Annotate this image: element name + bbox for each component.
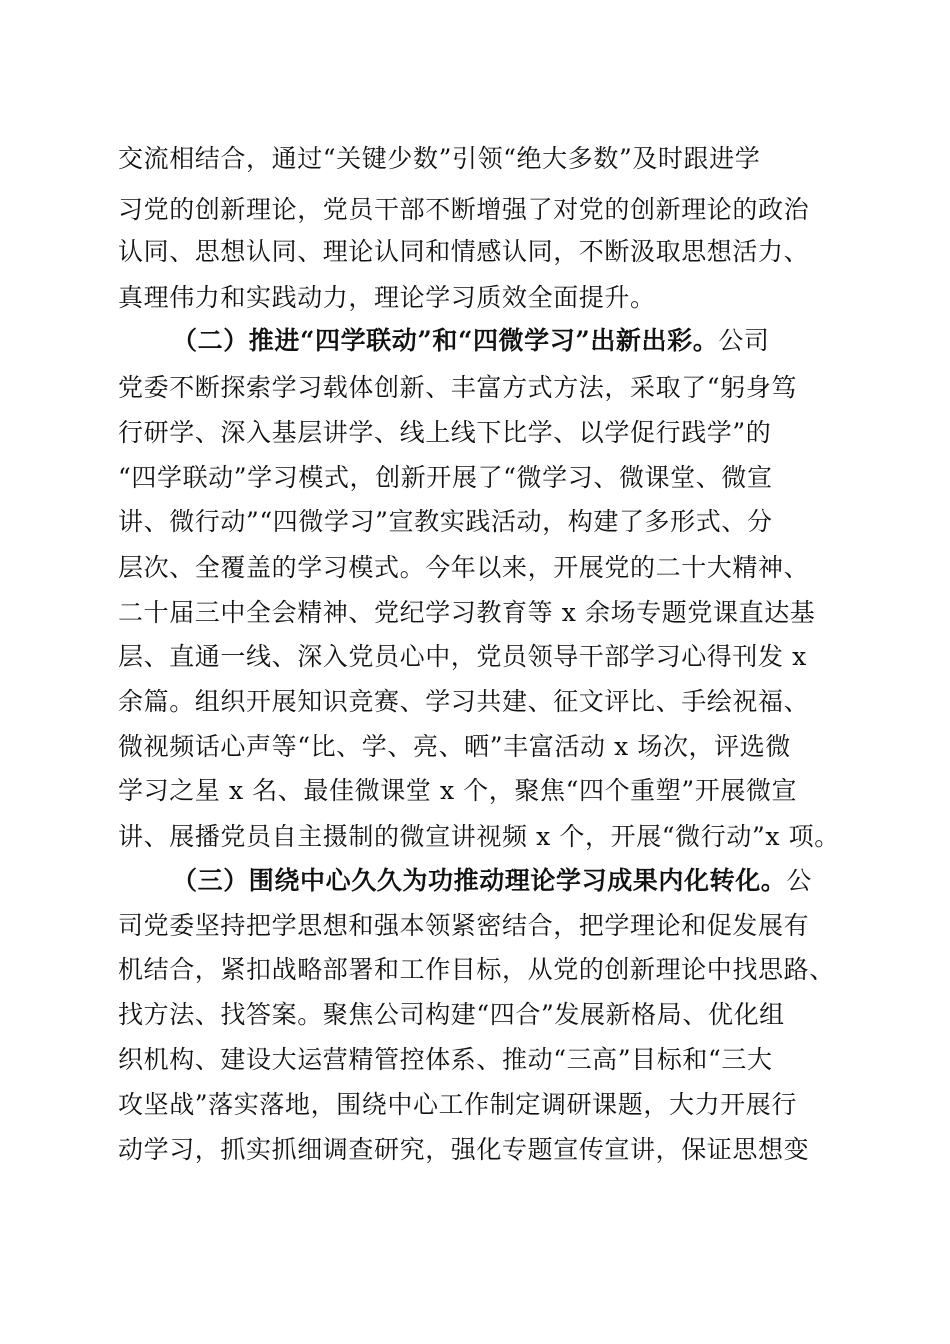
paragraph-line: 二十届三中全会精神、党纪学习教育等 x 余场专题党课直达基 bbox=[118, 598, 816, 627]
paragraph-line: 行研学、深入基层讲学、线上线下比学、以学促行践学”的 bbox=[118, 418, 772, 447]
paragraph-line: 认同、思想认同、理论认同和情感认同，不断汲取思想活力、 bbox=[118, 237, 810, 266]
paragraph-line: 党委不断探索学习载体创新、丰富方式方法，采取了“躬身笃 bbox=[118, 373, 797, 402]
section-heading-line bbox=[172, 866, 812, 896]
paragraph-line: 习党的创新理论，党员干部不断增强了对党的创新理论的政治 bbox=[118, 195, 810, 224]
paragraph-line: 攻坚战”落实落地，围绕中心工作制定调研课题，大力开展行 bbox=[118, 1090, 797, 1119]
paragraph-line: 司党委坚持把学思想和强本领紧密结合，把学理论和促发展有 bbox=[118, 911, 810, 940]
section-heading-tail: 公 bbox=[786, 866, 813, 895]
paragraph-line: 层、直通一线、深入党员心中，党员领导干部学习心得刊发 x bbox=[118, 642, 807, 671]
paragraph-line: 织机构、建设大运营精管控体系、推动“三高”目标和“三大 bbox=[118, 1045, 773, 1074]
paragraph-line: 余篇。组织开展知识竞赛、学习共建、征文评比、手绘祝福、 bbox=[118, 687, 810, 716]
paragraph-line: 真理伟力和实践动力，理论学习质效全面提升。 bbox=[118, 283, 656, 312]
section-heading-3: （三）围绕中心久久为功推动理论学习成果内化转化。 bbox=[172, 866, 787, 895]
paragraph-line: 学习之星 x 名、最佳微课堂 x 个，聚焦“四个重塑”开展微宣 bbox=[118, 776, 798, 805]
section-heading-line bbox=[172, 326, 770, 356]
section-heading-tail: 公司 bbox=[718, 326, 770, 355]
paragraph-line: 层次、全覆盖的学习模式。今年以来，开展党的二十大精神、 bbox=[118, 553, 810, 582]
paragraph-line: 微视频话心声等“比、学、亮、晒”丰富活动 x 场次，评选微 bbox=[118, 732, 791, 761]
paragraph-line: 交流相结合，通过“关键少数”引领“绝大多数”及时跟进学 bbox=[118, 144, 761, 173]
paragraph-line: 动学习，抓实抓细调查研究，强化专题宣传宣讲，保证思想变 bbox=[118, 1135, 810, 1164]
paragraph-line: 讲、微行动”“四微学习”宣教实践活动，构建了多形式、分 bbox=[118, 507, 773, 536]
paragraph-line: “四学联动”学习模式，创新开展了“微学习、微课堂、微宣 bbox=[118, 463, 773, 492]
paragraph-line: 讲、展播党员自主摄制的微宣讲视频 x 个，开展“微行动”x 项。 bbox=[118, 822, 840, 851]
paragraph-line: 机结合，紧扣战略部署和工作目标，从党的创新理论中找思路、 bbox=[118, 955, 835, 984]
paragraph-line: 找方法、找答案。聚焦公司构建“四合”发展新格局、优化组 bbox=[118, 1000, 785, 1029]
section-heading-2: （二）推进“四学联动”和“四微学习”出新出彩。 bbox=[172, 326, 719, 355]
